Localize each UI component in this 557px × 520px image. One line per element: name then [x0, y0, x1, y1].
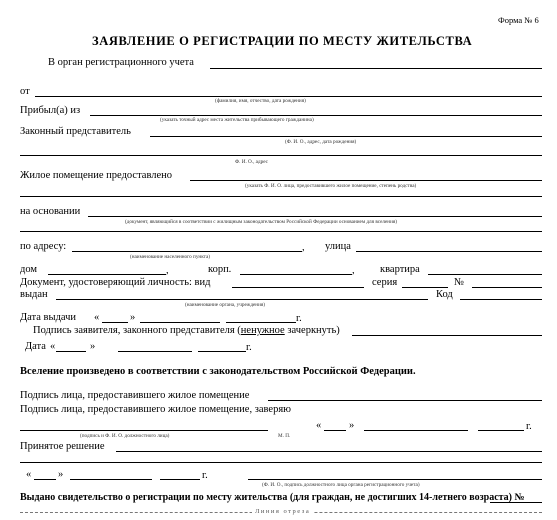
arrived-field[interactable] [90, 115, 542, 116]
number-label: № [454, 277, 465, 288]
page-title: ЗАЯВЛЕНИЕ О РЕГИСТРАЦИИ ПО МЕСТУ ЖИТЕЛЬСТВА [92, 34, 473, 48]
basis-label: на основании [20, 206, 81, 217]
sign-date-label: Дата [25, 341, 46, 352]
decision-field[interactable] [116, 451, 542, 452]
cut-line-label: Линия отреза [252, 508, 313, 516]
official-month-field[interactable] [364, 430, 468, 431]
settlement-law-text: Вселение произведено в соответствии с законодательством Российской Федерации. [20, 366, 416, 377]
representative-field-2[interactable] [20, 155, 542, 156]
sign-month-field[interactable] [118, 351, 192, 352]
number-field[interactable] [472, 287, 542, 288]
issue-month-field[interactable] [140, 322, 220, 323]
arrived-label: Прибыл(а) из [20, 105, 81, 116]
sign-day-field[interactable] [56, 351, 86, 352]
applicant-signature-label [33, 325, 340, 337]
sign-date-quote-close: » [90, 341, 96, 352]
issue-date-label: Дата выдачи [20, 312, 77, 323]
issue-day-field[interactable] [102, 322, 128, 323]
decision-date-quote-open: « [26, 469, 32, 480]
official-year-suffix: г. [526, 421, 532, 432]
from-field[interactable] [35, 96, 542, 97]
representative-hint-2: Ф. И. О., адрес [235, 159, 268, 165]
dwelling-label: Жилое помещение предоставлено [20, 170, 173, 181]
street-label: улица [325, 241, 351, 252]
provider-signature-label: Подпись лица, предоставившего жилое помещение [20, 390, 250, 401]
decision-field-2[interactable] [20, 462, 542, 463]
address-label: по адресу: [20, 241, 67, 252]
issue-date-quote-close: » [130, 312, 136, 323]
official-signature-field[interactable] [20, 430, 268, 431]
applicant-signature-text: Подпись заявителя, законного представителя ( [33, 325, 241, 336]
code-field[interactable] [460, 299, 542, 300]
dwelling-field[interactable] [190, 180, 542, 181]
official-hint: (подпись и Ф. И. О. должностного лица) [80, 433, 170, 439]
applicant-signature-field[interactable] [352, 335, 542, 336]
representative-field[interactable] [150, 136, 542, 137]
issue-year-suffix: г. [296, 313, 302, 324]
representative-label: Законный представитель [20, 126, 131, 137]
basis-field-2[interactable] [20, 231, 542, 232]
official-year-field[interactable] [478, 430, 524, 431]
id-doc-type-field[interactable] [232, 287, 364, 288]
basis-hint: (документ, являющийся в соответствии с жилищным законодательством Российской Федерации основанием для вселения) [125, 219, 397, 225]
dwelling-field-2[interactable] [20, 196, 542, 197]
from-label: от [20, 86, 30, 97]
locality-field[interactable] [72, 251, 302, 252]
dwelling-hint: (указать Ф. И. О. лица, предоставившего жилое помещение, степень родства) [245, 183, 417, 189]
form-number: Форма № 6 [498, 15, 539, 25]
series-label: серия [372, 277, 398, 288]
decision-date-quote-close: » [58, 469, 64, 480]
sign-date-quote-open: « [50, 341, 56, 352]
issuer-hint: (наименование органа, учреждения) [185, 302, 265, 308]
certificate-text: Выдано свидетельство о регистрации по месту жительства (для граждан, не достигших 14-летнего возраста) № [20, 492, 525, 503]
decision-label: Принятое решение [20, 441, 105, 452]
provider-signature-field[interactable] [268, 400, 542, 401]
representative-hint: (Ф. И. О., адрес, дата рождения) [285, 139, 357, 145]
applicant-signature-tail: зачеркнуть) [284, 325, 340, 336]
building-label: корп. [208, 264, 232, 275]
building-field[interactable] [240, 274, 352, 275]
basis-field[interactable] [88, 216, 542, 217]
certificate-number-field[interactable] [490, 502, 542, 503]
to-label: В орган регистрационного учета [48, 57, 194, 68]
decision-month-field[interactable] [70, 479, 152, 480]
house-field[interactable] [48, 274, 166, 275]
apartment-label: квартира [380, 264, 420, 275]
address-comma: , [302, 242, 305, 253]
apartment-field[interactable] [428, 274, 542, 275]
decision-official-hint: (Ф. И. О., подпись должностного лица органа регистрационного учета) [262, 482, 420, 488]
building-comma: , [352, 265, 355, 276]
sign-year-field[interactable] [198, 351, 246, 352]
sign-year-suffix: г. [246, 342, 252, 353]
locality-hint: (наименование населенного пункта) [130, 254, 211, 260]
decision-year-field[interactable] [160, 479, 200, 480]
issued-field[interactable] [56, 299, 428, 300]
street-field[interactable] [356, 251, 542, 252]
house-label: дом [20, 264, 38, 275]
decision-day-field[interactable] [34, 479, 56, 480]
to-field[interactable] [210, 68, 542, 69]
issued-label: выдан [20, 289, 48, 300]
series-field[interactable] [402, 287, 448, 288]
arrived-hint: (указать точный адрес места жительства прибывающего гражданина) [160, 117, 314, 123]
issue-date-quote-open: « [94, 312, 100, 323]
issue-year-field[interactable] [226, 322, 296, 323]
id-doc-label: Документ, удостоверяющий личность: вид [20, 277, 211, 288]
official-date-quote-close: » [349, 420, 355, 431]
decision-year-suffix: г. [202, 470, 208, 481]
official-day-field[interactable] [324, 430, 346, 431]
code-label: Код [436, 289, 453, 300]
from-hint: (фамилия, имя, отчество, дата рождения) [215, 98, 306, 104]
decision-official-field[interactable] [248, 479, 542, 480]
house-comma: , [166, 265, 169, 276]
official-date-quote-open: « [316, 420, 322, 431]
provider-certify-label: Подпись лица, предоставившего жилое помещение, заверяю [20, 404, 291, 415]
stamp-label: М. П. [278, 433, 291, 439]
strike-word: ненужное [240, 325, 285, 336]
